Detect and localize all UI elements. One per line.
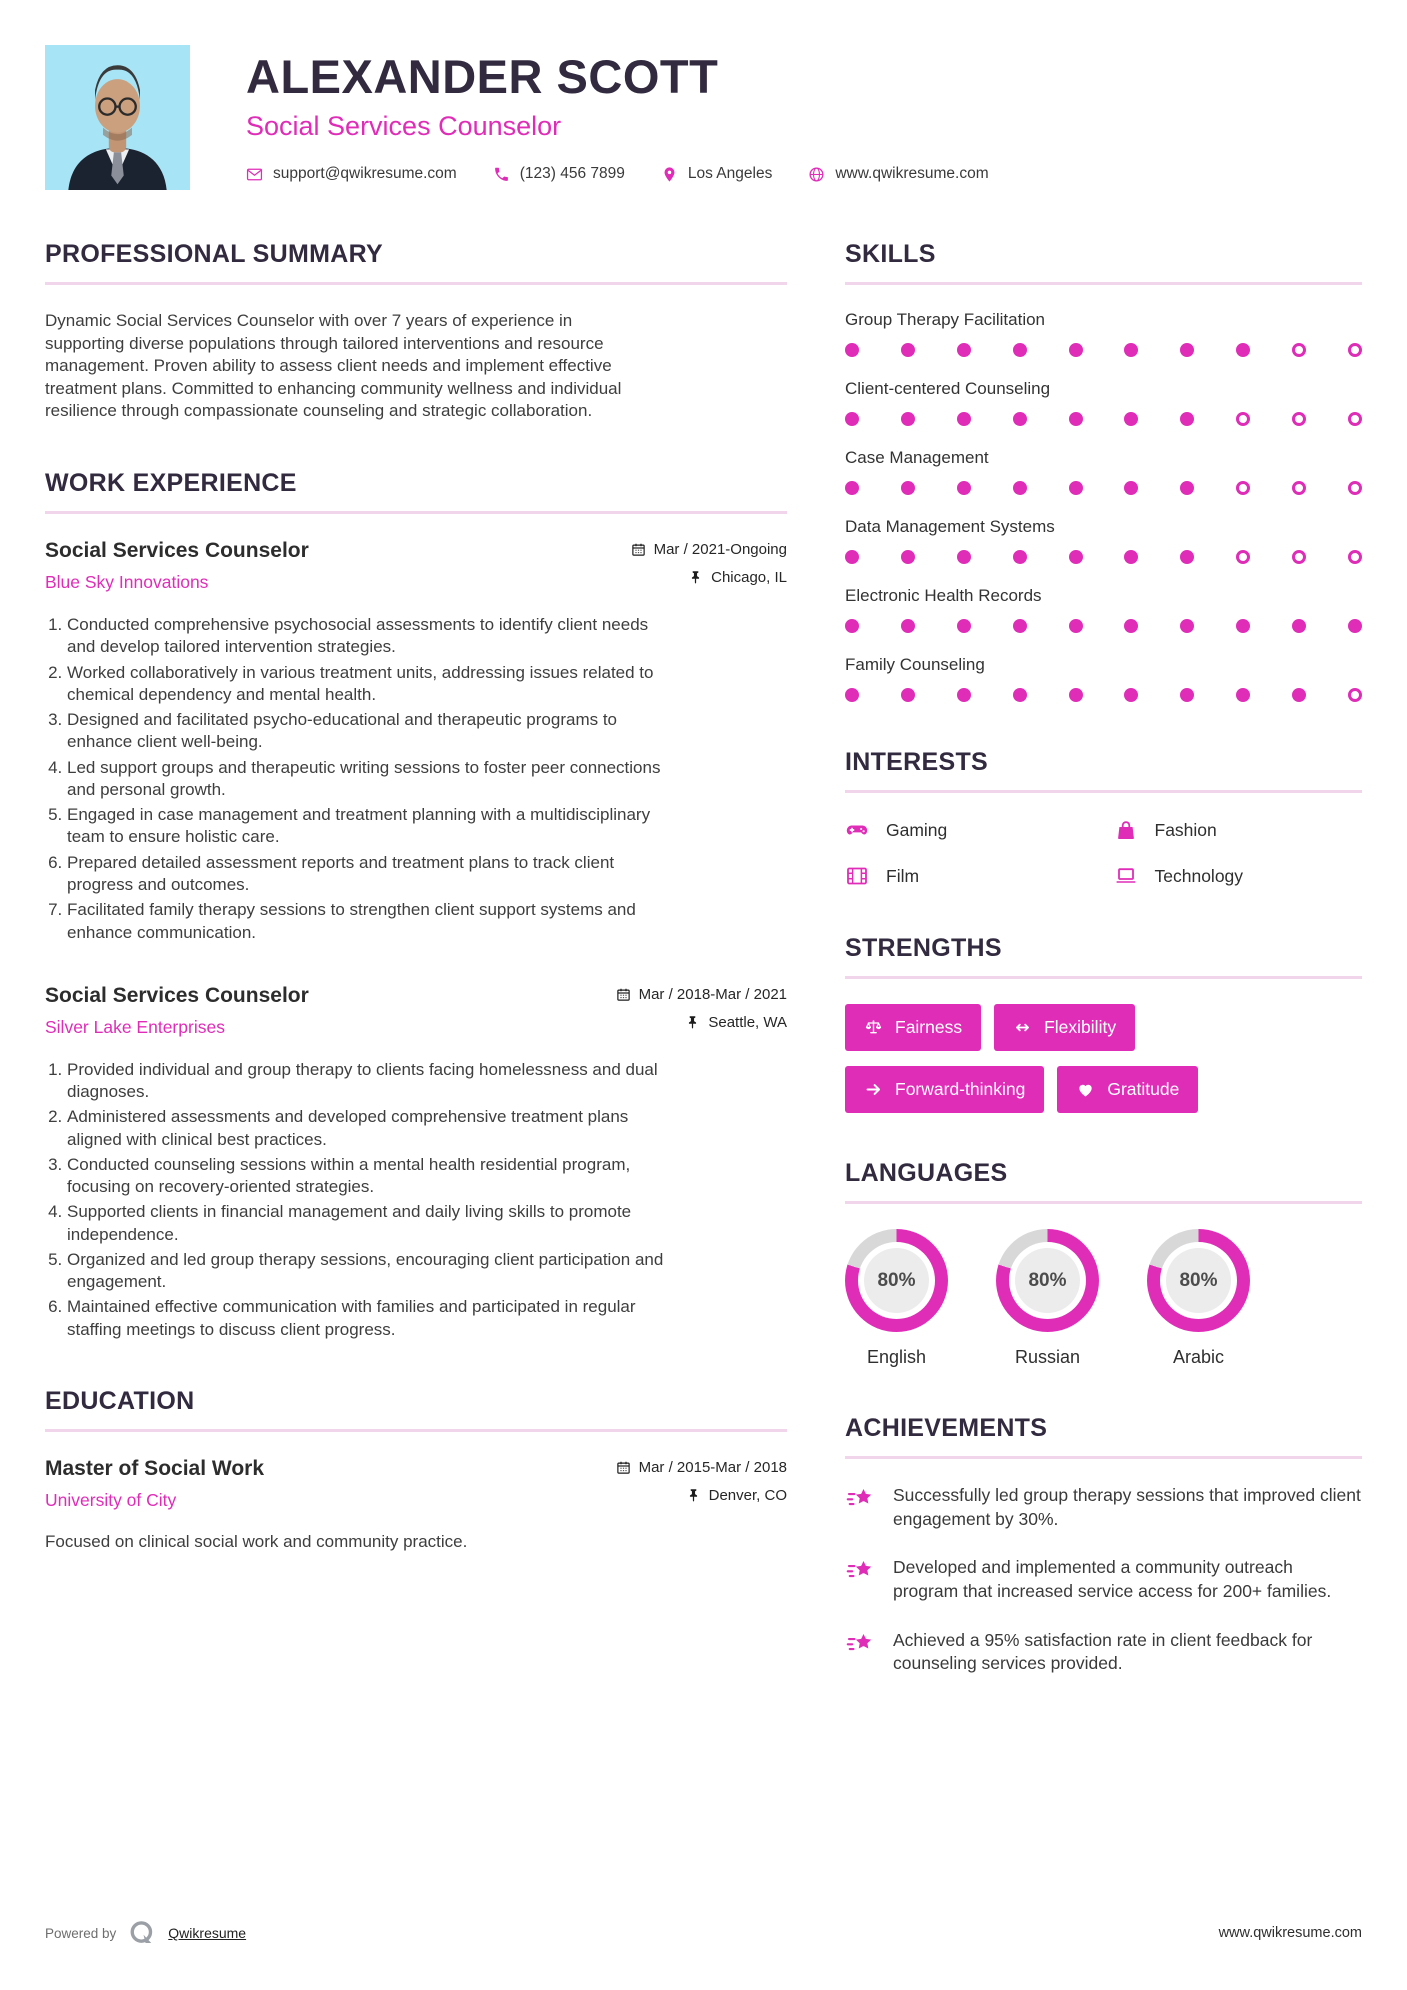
section-divider: [45, 511, 787, 514]
job-bullet: 6. Prepared detailed assessment reports and treatment plans to track client progress and outcomes.: [67, 852, 667, 897]
contact-text: Los Angeles: [687, 165, 773, 182]
languages-title: LANGUAGES: [845, 1159, 1008, 1187]
skill-dot-filled: [901, 412, 915, 426]
skill-dot-empty: [1236, 550, 1250, 564]
skill-dot-filled: [1013, 343, 1027, 357]
skill-dot-filled: [1292, 688, 1306, 702]
pin-icon: [661, 166, 678, 183]
pushpin-icon: [686, 1488, 701, 1503]
skill-dots: [845, 481, 1362, 495]
skill-dot-filled: [957, 550, 971, 564]
job-bullet: 1. Conducted comprehensive psychosocial assessments to identify client needs and develop tailored intervention strategies.: [67, 614, 667, 659]
summary-text: Dynamic Social Services Counselor with over 7 years of experience in supporting diverse populations through tailored interventions and resource management. Proven ability to assess client needs and implement effective treatment plans. Committed to enhancing community wellness and individual resilience through compassionate counseling and strategic collaboration.: [45, 311, 622, 421]
interest-label: Fashion: [1154, 819, 1217, 840]
skill-dot-filled: [1069, 688, 1083, 702]
header: [45, 45, 1362, 190]
skill-dot-filled: [845, 619, 859, 633]
skill-dot-filled: [1124, 550, 1138, 564]
job-bullet: 6. Maintained effective communication with families and participated in regular staffing meetings to discuss client progress.: [67, 1296, 667, 1341]
skill-dot-filled: [901, 481, 915, 495]
interests-grid: [845, 818, 1362, 888]
profile-photo: [45, 45, 190, 190]
skill-dot-filled: [845, 412, 859, 426]
brand-link[interactable]: Qwikresume: [168, 1925, 247, 1941]
section-skills: [845, 240, 1362, 702]
pushpin-icon: [685, 1015, 700, 1030]
left-right-arrow-icon: [1013, 1018, 1032, 1037]
job-entry: [45, 539, 787, 944]
skill-dot-filled: [957, 688, 971, 702]
calendar-icon: [631, 542, 646, 557]
language-donut: [996, 1229, 1099, 1332]
interest-label: Film: [886, 865, 920, 886]
skill-dot-filled: [1292, 619, 1306, 633]
gamepad-icon: [845, 818, 869, 842]
skill-dot-filled: [957, 481, 971, 495]
language-percent: 80%: [864, 1248, 929, 1313]
calendar-icon: [616, 987, 631, 1002]
contact-item: [246, 165, 457, 183]
strengths-badges: [845, 1004, 1265, 1113]
footer: [45, 1918, 1362, 1948]
header-text: [246, 45, 989, 190]
job-role: Social Services Counselor: [45, 983, 309, 1007]
skill-dot-filled: [957, 619, 971, 633]
skill-dot-empty: [1292, 481, 1306, 495]
skill-dot-filled: [1236, 688, 1250, 702]
job-dates-text: Mar / 2021-Ongoing: [653, 541, 787, 559]
qwikresume-logo: [127, 1918, 157, 1948]
job-entry: [45, 984, 787, 1341]
achievements-title: ACHIEVEMENTS: [845, 1414, 1048, 1442]
language-item: [996, 1229, 1099, 1368]
language-percent: 80%: [1015, 1248, 1080, 1313]
contact-item: [493, 165, 625, 183]
skill-dots: [845, 343, 1362, 357]
education-school: University of City: [45, 1489, 177, 1510]
contact-text: support@qwikresume.com: [273, 165, 457, 182]
section-work-experience: [45, 469, 787, 1341]
phone-icon: [493, 166, 510, 183]
job-bullet: 2. Administered assessments and developed comprehensive treatment plans aligned with clinical best practices.: [67, 1106, 667, 1151]
right-arrow-icon: [864, 1080, 883, 1099]
skill-name: Family Counseling: [845, 655, 985, 674]
skill-dot-filled: [1013, 412, 1027, 426]
pushpin-icon: [688, 570, 703, 585]
heart-icon: [1076, 1080, 1095, 1099]
skill-dot-filled: [1069, 412, 1083, 426]
skill-item: [845, 448, 1362, 495]
achievement-item: [845, 1484, 1362, 1531]
interest-label: Gaming: [886, 819, 948, 840]
education-title-block: [45, 1457, 264, 1511]
education-location-text: Denver, CO: [708, 1486, 787, 1504]
achievement-text: Achieved a 95% satisfaction rate in client feedback for counseling services provided.: [893, 1629, 1313, 1674]
education-entry: [45, 1457, 787, 1515]
interest-label: Technology: [1154, 865, 1244, 886]
interest-item: [1114, 818, 1363, 842]
skill-dot-empty: [1348, 550, 1362, 564]
achievement-item: [845, 1556, 1362, 1603]
skill-dot-filled: [1013, 481, 1027, 495]
language-donut: [845, 1229, 948, 1332]
donut-hole: [1009, 1242, 1086, 1319]
job-bullet: 1. Provided individual and group therapy to clients facing homelessness and dual diagnoses.: [67, 1059, 667, 1104]
powered-by-label: Powered by: [45, 1925, 117, 1941]
contact-item: [808, 165, 988, 183]
contact-text: www.qwikresume.com: [835, 165, 989, 182]
job-bullets: [45, 1059, 667, 1341]
job-bullet: 5. Engaged in case management and treatment planning with a multidisciplinary team to ensure holistic care.: [67, 804, 667, 849]
skill-name: Case Management: [845, 448, 989, 467]
language-percent: 80%: [1166, 1248, 1231, 1313]
section-interests: [845, 748, 1362, 888]
job-list: [45, 539, 787, 1341]
interest-item: [1114, 864, 1363, 888]
skill-dot-filled: [1348, 619, 1362, 633]
skill-dot-filled: [1069, 481, 1083, 495]
language-name: English: [866, 1347, 927, 1367]
skill-dot-filled: [1124, 343, 1138, 357]
left-column: [45, 240, 787, 1722]
skill-dot-filled: [1069, 550, 1083, 564]
skill-dot-filled: [1124, 481, 1138, 495]
profile-photo-image: [45, 45, 190, 190]
job-title: Social Services Counselor: [246, 111, 562, 141]
contact-item: [661, 165, 772, 183]
interests-title: INTERESTS: [845, 748, 988, 776]
skill-dot-filled: [1013, 550, 1027, 564]
skill-dot-filled: [845, 481, 859, 495]
strength-label: Flexibility: [1044, 1017, 1117, 1037]
summary-title: PROFESSIONAL SUMMARY: [45, 240, 383, 268]
skill-dot-filled: [1180, 481, 1194, 495]
job-location-text: Seattle, WA: [708, 1013, 787, 1031]
job-title-block: [45, 539, 309, 593]
skill-dot-filled: [1180, 688, 1194, 702]
contact-text: (123) 456 7899: [519, 165, 625, 182]
achievements-list: [845, 1484, 1362, 1676]
contact-row: [246, 165, 989, 183]
job-bullet: 5. Organized and led group therapy sessions, encouraging client participation and engagement.: [67, 1249, 667, 1294]
job-bullet: 2. Worked collaboratively in various treatment units, addressing issues related to chemical dependency and mental health.: [67, 662, 667, 707]
skill-dot-filled: [1013, 688, 1027, 702]
skill-dots: [845, 412, 1362, 426]
skill-dot-empty: [1348, 343, 1362, 357]
language-donut: [1147, 1229, 1250, 1332]
job-location: [616, 1014, 787, 1031]
section-divider: [45, 282, 787, 285]
strength-label: Gratitude: [1107, 1079, 1180, 1099]
skill-dot-filled: [845, 688, 859, 702]
section-divider: [845, 790, 1362, 793]
section-education: [45, 1387, 787, 1552]
shooting-star-icon: [845, 1630, 875, 1660]
language-item: [845, 1229, 948, 1368]
strength-label: Forward-thinking: [895, 1079, 1026, 1099]
achievement-text: Successfully led group therapy sessions that improved client engagement by 30%.: [893, 1485, 1361, 1529]
skill-dot-empty: [1236, 481, 1250, 495]
skill-item: [845, 517, 1362, 564]
skill-dot-filled: [1124, 412, 1138, 426]
skill-dot-filled: [1013, 619, 1027, 633]
languages-list: [845, 1229, 1362, 1368]
skill-dots: [845, 550, 1362, 564]
achievement-item: [845, 1629, 1362, 1676]
skill-item: [845, 310, 1362, 357]
job-location: [631, 569, 787, 586]
job-dates: [631, 541, 787, 558]
interest-item: [845, 864, 1094, 888]
education-degree: Master of Social Work: [45, 1456, 265, 1480]
skill-dot-filled: [1180, 412, 1194, 426]
footer-website: www.qwikresume.com: [1218, 1925, 1362, 1941]
name-heading: ALEXANDER SCOTT: [246, 50, 719, 103]
interest-item: [845, 818, 1094, 842]
section-languages: [845, 1159, 1362, 1368]
job-bullet: 4. Supported clients in financial management and daily living skills to promote independence.: [67, 1201, 667, 1246]
shooting-star-icon: [845, 1485, 875, 1515]
skill-dot-filled: [845, 343, 859, 357]
skill-name: Client-centered Counseling: [845, 379, 1051, 398]
strength-badge: [845, 1066, 1044, 1113]
achievement-text: Developed and implemented a community outreach program that increased service access for 200+ families.: [893, 1557, 1332, 1601]
job-location-text: Chicago, IL: [711, 569, 787, 587]
scales-icon: [864, 1018, 883, 1037]
job-company: Silver Lake Enterprises: [45, 1016, 225, 1037]
film-icon: [845, 864, 869, 888]
skill-dot-filled: [1236, 343, 1250, 357]
section-divider: [845, 282, 1362, 285]
skill-item: [845, 655, 1362, 702]
job-bullet: 3. Designed and facilitated psycho-educational and therapeutic programs to enhance client well-being.: [67, 709, 667, 754]
skills-title: SKILLS: [845, 240, 936, 268]
education-location: [616, 1487, 787, 1504]
strength-label: Fairness: [895, 1017, 963, 1037]
strength-badge: [845, 1004, 981, 1051]
skill-dot-empty: [1236, 412, 1250, 426]
skill-dot-empty: [1292, 343, 1306, 357]
job-header: [45, 984, 787, 1042]
education-dates-text: Mar / 2015-Mar / 2018: [638, 1458, 787, 1476]
skill-dot-filled: [1180, 619, 1194, 633]
handbag-icon: [1114, 818, 1138, 842]
skill-item: [845, 379, 1362, 426]
skill-dot-filled: [901, 619, 915, 633]
job-title-block: [45, 984, 309, 1038]
section-divider: [845, 976, 1362, 979]
skill-dot-filled: [901, 688, 915, 702]
skill-dot-filled: [1124, 688, 1138, 702]
section-divider: [845, 1201, 1362, 1204]
skill-dot-filled: [1124, 619, 1138, 633]
skill-dot-filled: [845, 550, 859, 564]
language-name: Arabic: [1172, 1347, 1225, 1367]
skills-list: [845, 310, 1362, 702]
skill-dot-empty: [1292, 412, 1306, 426]
right-column: [845, 240, 1362, 1722]
job-company: Blue Sky Innovations: [45, 572, 209, 593]
strengths-title: STRENGTHS: [845, 934, 1002, 962]
powered-by: [45, 1918, 246, 1948]
job-bullet: 7. Facilitated family therapy sessions to strengthen client support systems and enhance communication.: [67, 899, 667, 944]
language-item: [1147, 1229, 1250, 1368]
section-divider: [45, 1429, 787, 1432]
job-dates-text: Mar / 2018-Mar / 2021: [638, 985, 787, 1003]
content-columns: [45, 240, 1362, 1722]
skill-dot-filled: [1069, 619, 1083, 633]
language-name: Russian: [1014, 1347, 1081, 1367]
strength-badge: [1057, 1066, 1198, 1113]
skill-dot-filled: [901, 550, 915, 564]
section-achievements: [845, 1414, 1362, 1676]
donut-hole: [1160, 1242, 1237, 1319]
skill-dot-filled: [1180, 550, 1194, 564]
skill-dot-filled: [901, 343, 915, 357]
shooting-star-icon: [845, 1557, 875, 1587]
job-bullets: [45, 614, 667, 944]
strength-badge: [994, 1004, 1135, 1051]
skill-dot-empty: [1348, 688, 1362, 702]
job-bullet: 3. Conducted counseling sessions within a mental health residential program, focusing on recovery-oriented strategies.: [67, 1154, 667, 1199]
skill-dot-filled: [1069, 343, 1083, 357]
section-summary: [45, 240, 787, 423]
laptop-icon: [1114, 864, 1138, 888]
job-bullet: 4. Led support groups and therapeutic writing sessions to foster peer connections and personal growth.: [67, 757, 667, 802]
education-note: Focused on clinical social work and community practice.: [45, 1531, 468, 1551]
skill-dot-filled: [957, 343, 971, 357]
envelope-icon: [246, 166, 263, 183]
skill-dots: [845, 688, 1362, 702]
section-divider: [845, 1456, 1362, 1459]
calendar-icon: [616, 1460, 631, 1475]
skill-item: [845, 586, 1362, 633]
skill-dot-filled: [957, 412, 971, 426]
job-meta: [631, 539, 787, 597]
skill-dot-empty: [1348, 412, 1362, 426]
job-header: [45, 539, 787, 597]
brand-logo-slot: [127, 1918, 157, 1948]
education-meta: [616, 1457, 787, 1515]
skill-name: Group Therapy Facilitation: [845, 310, 1046, 329]
skill-dot-filled: [1180, 343, 1194, 357]
education-title: EDUCATION: [45, 1386, 195, 1415]
work-title: WORK EXPERIENCE: [45, 469, 297, 498]
job-dates: [616, 986, 787, 1003]
section-strengths: [845, 934, 1362, 1113]
skill-name: Data Management Systems: [845, 517, 1055, 536]
skill-dot-empty: [1292, 550, 1306, 564]
job-role: Social Services Counselor: [45, 539, 309, 563]
globe-icon: [808, 166, 825, 183]
skill-dot-filled: [1236, 619, 1250, 633]
donut-hole: [858, 1242, 935, 1319]
skill-name: Electronic Health Records: [845, 586, 1042, 605]
education-dates: [616, 1459, 787, 1476]
skill-dot-empty: [1348, 481, 1362, 495]
skill-dots: [845, 619, 1362, 633]
job-meta: [616, 984, 787, 1042]
